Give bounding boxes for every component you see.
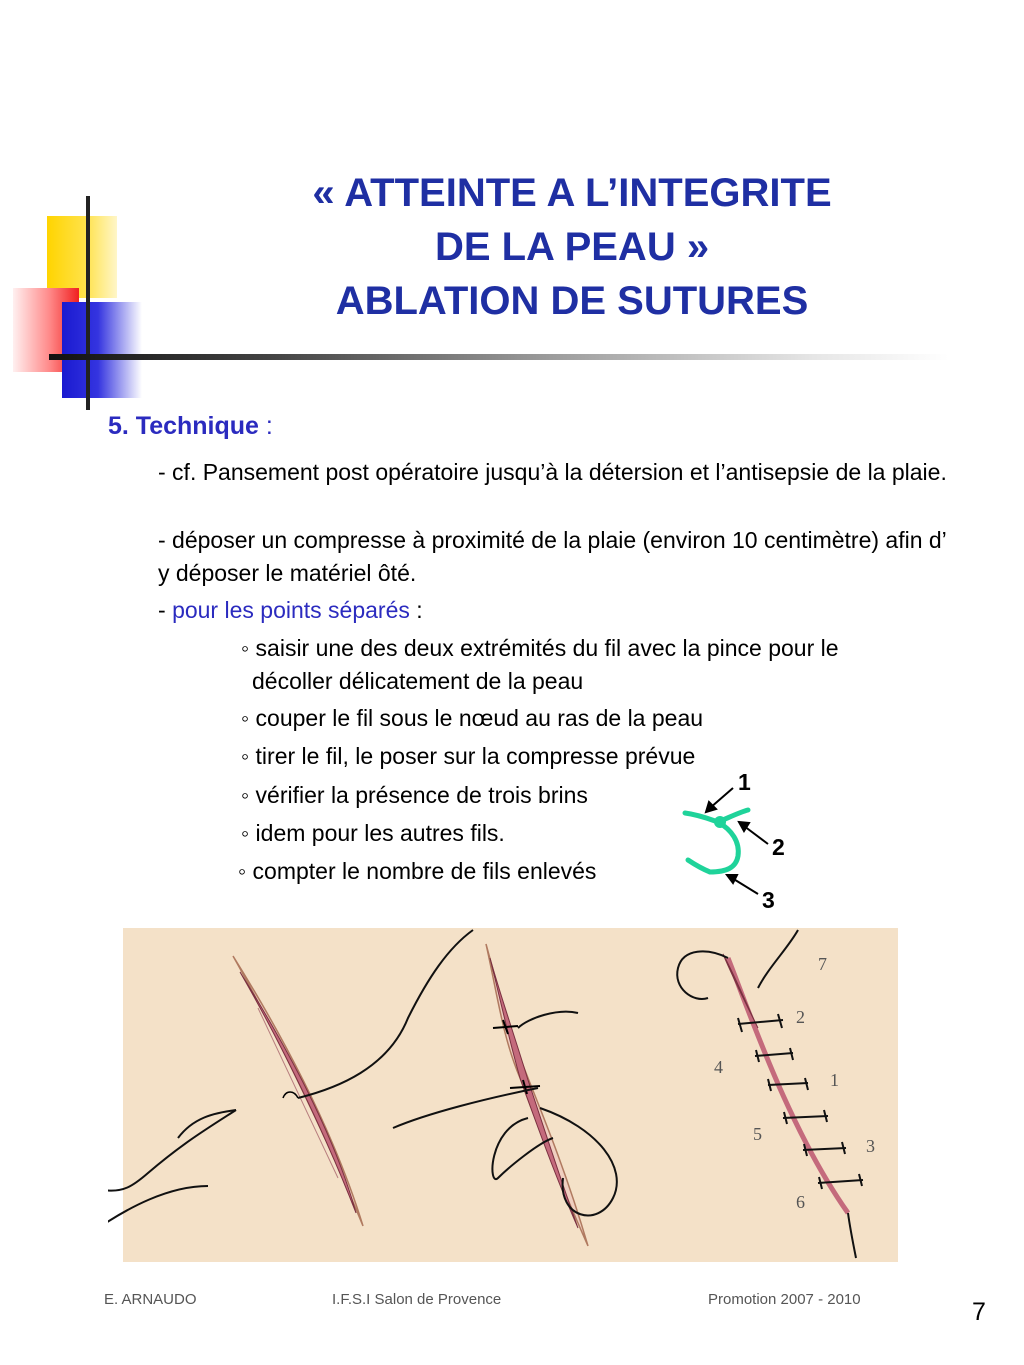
bullet-saisir: [241, 632, 961, 698]
decor-vertical-line: [86, 196, 90, 410]
title-line-1: « ATTEINTE A L’INTEGRITE: [312, 171, 832, 215]
bullet-idem: ◦ idem pour les autres fils.: [241, 820, 505, 846]
section-heading: [108, 412, 273, 441]
bullet-couper: ◦ couper le fil sous le nœud au ras de la peau: [241, 705, 704, 731]
stitch-number-6: 6: [796, 1192, 805, 1212]
p3-suffix: :: [409, 597, 423, 623]
knot-diagram: [660, 760, 800, 920]
bullet-compter: ◦ compter le nombre de fils enlevés: [238, 858, 597, 884]
bullet-verifier: ◦ vérifier la présence de trois brins: [241, 782, 588, 808]
slide-title: [200, 166, 944, 328]
p3-prefix: -: [158, 597, 173, 623]
paragraph-compresse: - déposer un compresse à proximité de la plaie (environ 10 centimètre) afin d’ y déposer le matériel ôté.: [158, 527, 946, 586]
knot-icon: [714, 816, 726, 828]
footer-promotion: Promotion 2007 - 2010: [708, 1291, 861, 1308]
page-number: 7: [972, 1298, 986, 1326]
bullet-saisir-line-2: décoller délicatement de la peau: [252, 668, 584, 694]
knot-label-2: 2: [772, 834, 785, 860]
footer-author: E. ARNAUDO: [104, 1291, 197, 1308]
stitch-number-1: 1: [830, 1070, 839, 1090]
stitch-number-2: 2: [796, 1007, 805, 1027]
title-underline: [49, 354, 949, 360]
stitch-number-7: 7: [818, 954, 827, 974]
title-line-3: ABLATION DE SUTURES: [335, 279, 809, 323]
suture-illustration: [108, 928, 900, 1262]
stitch-number-3: 3: [866, 1136, 875, 1156]
stitch-number-5: 5: [753, 1124, 762, 1144]
paragraph-pansement: - cf. Pansement post opératoire jusqu’à la détersion et l’antisepsie de la plaie.: [158, 459, 947, 485]
section-heading-text: 5. Technique: [108, 412, 259, 440]
p3-highlight: pour les points séparés: [172, 597, 410, 623]
footer-school: I.F.S.I Salon de Provence: [332, 1291, 502, 1308]
knot-diagram-svg: [660, 760, 800, 920]
paragraph-points-separes: [158, 594, 423, 627]
title-line-2: DE LA PEAU »: [434, 225, 710, 269]
section-heading-colon: :: [258, 412, 273, 440]
bullet-saisir-line-1: ◦ saisir une des deux extrémités du fil avec la pince pour le: [241, 635, 839, 661]
decor-yellow-square: [47, 216, 117, 298]
knot-label-3: 3: [762, 887, 775, 913]
decor-blue-square: [62, 302, 142, 398]
knot-label-1: 1: [738, 769, 751, 795]
stitch-number-4: 4: [714, 1057, 723, 1077]
suture-illustration-svg: [108, 928, 900, 1262]
bullet-tirer: ◦ tirer le fil, le poser sur la compresse prévue: [241, 743, 696, 769]
